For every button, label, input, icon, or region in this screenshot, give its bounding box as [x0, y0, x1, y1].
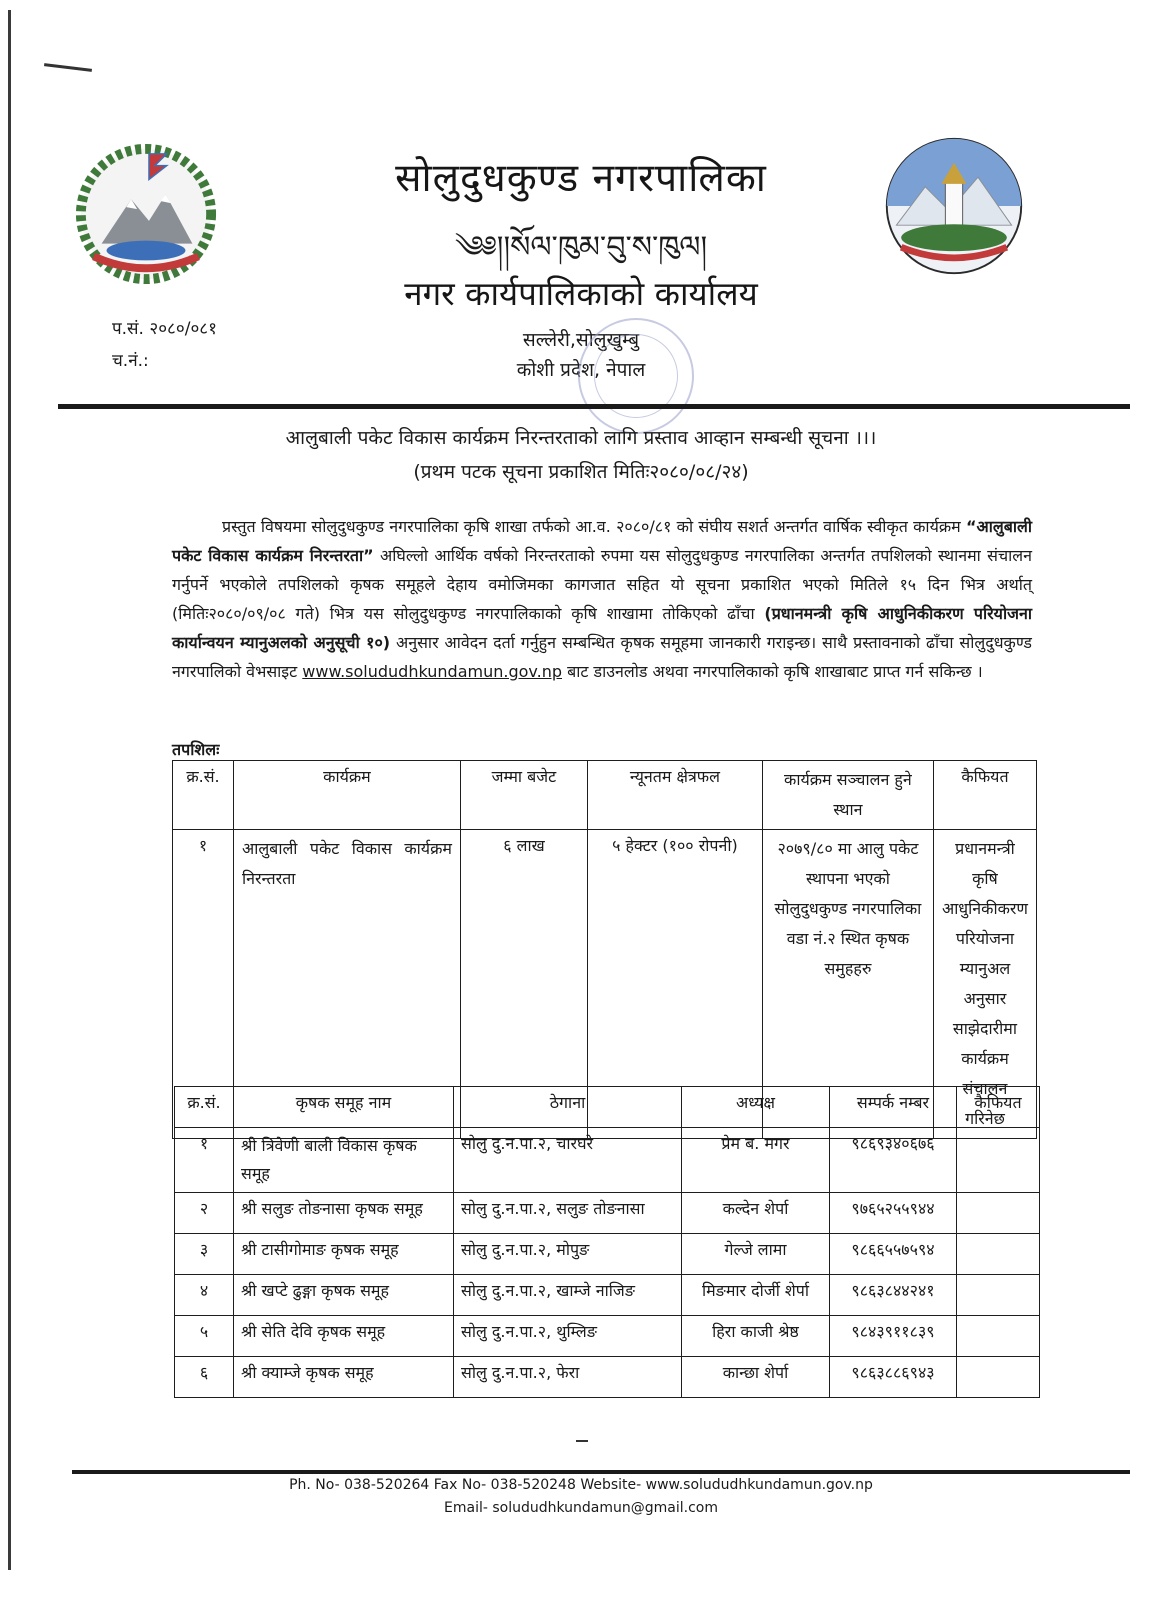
- col-header-location: कार्यक्रम सञ्चालन हुने स्थान: [762, 761, 933, 830]
- cell-address: सोलु दु.न.पा.२, सलुङ तोङनासा: [454, 1193, 682, 1234]
- cell-group-name: श्री त्रिवेणी बाली विकास कृषक समूह: [234, 1128, 454, 1193]
- schedule-label: तपशिलः: [172, 740, 220, 759]
- cell-chair: कल्देन शेर्पा: [682, 1193, 830, 1234]
- col-header-program: कार्यक्रम: [233, 761, 460, 830]
- reference-number: प.सं. २०८०/०८१: [112, 319, 217, 339]
- footer-divider: [72, 1470, 1130, 1474]
- cell-phone: ९८६३८८६९४३: [830, 1357, 957, 1398]
- cell-remarks: [957, 1275, 1040, 1316]
- cell-remarks: [957, 1357, 1040, 1398]
- cell-program: आलुबाली पकेट विकास कार्यक्रम निरन्तरता: [233, 830, 460, 1139]
- table-row: [175, 1275, 1040, 1316]
- col-header-sn: क्र.सं.: [173, 761, 234, 830]
- col-header-remarks: कैफियत: [933, 761, 1036, 830]
- col-header-budget: जम्मा बजेट: [460, 761, 587, 830]
- cell-address: सोलु दु.न.पा.२, मोपुङ: [454, 1234, 682, 1275]
- cell-address: सोलु दु.न.पा.२, चारघरे: [454, 1128, 682, 1193]
- municipality-name-tibetan: ༄༅།།སོལ་ཁུམ་བུ་ས་ཁུལ།: [454, 230, 708, 265]
- table-row: [175, 1357, 1040, 1398]
- dispatch-number: च.नं.:: [112, 351, 149, 371]
- col-header-group-name: कृषक समूह नाम: [234, 1087, 454, 1128]
- cell-chair: प्रेम ब. मगर: [682, 1128, 830, 1193]
- margin-mark: [44, 63, 92, 72]
- program-table-header: [173, 761, 1037, 830]
- col-header-phone: सम्पर्क नम्बर: [830, 1087, 957, 1128]
- col-header-sn: क्र.सं.: [175, 1087, 234, 1128]
- col-header-area: न्यूनतम क्षेत्रफल: [587, 761, 762, 830]
- address-line-2: कोशी प्रदेश, नेपाल: [516, 359, 646, 381]
- page-mark: [576, 1440, 588, 1442]
- cell-phone: ९८६९३४०६७६: [830, 1128, 957, 1193]
- cell-group-name: श्री सेति देवि कृषक समूह: [234, 1316, 454, 1357]
- notice-publish-date: (प्रथम पटक सूचना प्रकाशित मितिः२०८०/०८/२४): [413, 461, 749, 483]
- group-table-header: [175, 1087, 1040, 1128]
- notice-subject: आलुबाली पकेट विकास कार्यक्रम निरन्तरताको लागि प्रस्ताव आव्हान सम्बन्धी सूचना ।।।: [285, 427, 877, 449]
- cell-group-name: श्री सलुङ तोङनासा कृषक समूह: [234, 1193, 454, 1234]
- cell-budget: ६ लाख: [460, 830, 587, 1139]
- cell-sn: १: [175, 1128, 234, 1193]
- cell-sn: ६: [175, 1357, 234, 1398]
- website-link[interactable]: www.solududhkundamun.gov.np: [302, 662, 562, 681]
- cell-remarks: [957, 1193, 1040, 1234]
- office-name: नगर कार्यपालिकाको कार्यालय: [404, 274, 758, 313]
- cell-area: ५ हेक्टर (१०० रोपनी): [587, 830, 762, 1139]
- footer-email: Email- solududhkundamun@gmail.com: [444, 1500, 718, 1516]
- cell-chair: मिङमार दोर्जी शेर्पा: [682, 1275, 830, 1316]
- cell-sn: ४: [175, 1275, 234, 1316]
- cell-address: सोलु दु.न.पा.२, खाम्जे नाजिङ: [454, 1275, 682, 1316]
- farmer-group-table: [174, 1086, 1040, 1398]
- municipality-name: सोलुदुधकुण्ड नगरपालिका: [395, 156, 767, 201]
- program-table: [172, 760, 1037, 1139]
- cell-sn: ३: [175, 1234, 234, 1275]
- table-row: [175, 1234, 1040, 1275]
- cell-sn: ५: [175, 1316, 234, 1357]
- cell-group-name: श्री क्याम्जे कृषक समूह: [234, 1357, 454, 1398]
- table-row: [175, 1193, 1040, 1234]
- cell-location: २०७९/८० मा आलु पकेट स्थापना भएको सोलुदुधकुण्ड नगरपालिका वडा नं.२ स्थित कृषक समुहहरु: [762, 830, 933, 1139]
- cell-address: सोलु दु.न.पा.२, थुम्लिङ: [454, 1316, 682, 1357]
- col-header-address: ठेगाना: [454, 1087, 682, 1128]
- cell-sn: २: [175, 1193, 234, 1234]
- cell-chair: हिरा काजी श्रेष्ठ: [682, 1316, 830, 1357]
- office-seal-stamp: [578, 318, 694, 434]
- cell-group-name: श्री खप्टे ढुङ्गा कृषक समूह: [234, 1275, 454, 1316]
- cell-group-name: श्री टासीगोमाङ कृषक समूह: [234, 1234, 454, 1275]
- cell-address: सोलु दु.न.पा.२, फेरा: [454, 1357, 682, 1398]
- cell-remarks: प्रधानमन्त्री कृषि आधुनिकीकरण परियोजना म्यानुअल अनुसार साझेदारीमा कार्यक्रम संचालन गरिनेछ: [933, 830, 1036, 1139]
- cell-phone: ९७६५२५५९४४: [830, 1193, 957, 1234]
- table-row: [175, 1128, 1040, 1193]
- cell-remarks: [957, 1234, 1040, 1275]
- cell-remarks: [957, 1128, 1040, 1193]
- table-row: [175, 1316, 1040, 1357]
- address-line-1: सल्लेरी,सोलुखुम्बु: [522, 329, 640, 351]
- cell-phone: ९८६३८४४२४१: [830, 1275, 957, 1316]
- cell-sn: १: [173, 830, 234, 1139]
- notice-body: प्रस्तुत विषयमा सोलुदुधकुण्ड नगरपालिका कृषि शाखा तर्फको आ.व. २०८०/८१ को संघीय सशर्त अन्तर्गत वार्षिक स्वीकृत कार्यक्रम “आलुबाली पकेट विकास कार्यक्रम निरन्तरता” अघिल्लो आर्थिक वर्षको निरन्तरताको रुपमा यस सोलुदुधकुण्ड नगरपालिका अन्तर्गत तपशिलको स्थानमा संचालन गर्नुपर्ने भएकोले तपशिलको कृषक समूहले देहाय वमोजिमका कागजात सहित यो सूचना प्रकाशित भएको मितिले १५ दिन भित्र अर्थात् (मितिः२०८०/०९/०८ गते) भित्र यस सोलुदुधकुण्ड नगरपालिकाको कृषि शाखामा तोकिएको ढाँचा (प्रधानमन्त्री कृषि आधुनिकीकरण परियोजना कार्यान्वयन म्यानुअलको अनुसूची १०) अनुसार आवेदन दर्ता गर्नुहुन सम्बन्धित कृषक समूहमा जानकारी गराइन्छ। साथै प्रस्तावनाको ढाँचा सोलुदुधकुण्ड नगरपालिको वेभसाइट www.solududhkundamun.gov.np बाट डाउनलोड अथवा नगरपालिकाको कृषि शाखाबाट प्राप्त गर्न सकिन्छ ।: [172, 517, 1032, 681]
- cell-chair: कान्छा शेर्पा: [682, 1357, 830, 1398]
- footer-contact: Ph. No- 038-520264 Fax No- 038-520248 Website- www.solududhkundamun.gov.np: [289, 1477, 873, 1493]
- cell-remarks: [957, 1316, 1040, 1357]
- cell-chair: गेल्जे लामा: [682, 1234, 830, 1275]
- cell-phone: ९८४३९११८३९: [830, 1316, 957, 1357]
- col-header-chair: अध्यक्ष: [682, 1087, 830, 1128]
- cell-phone: ९८६६५५७५९४: [830, 1234, 957, 1275]
- col-header-remarks: कैफियत: [957, 1087, 1040, 1128]
- header-divider: [58, 404, 1130, 409]
